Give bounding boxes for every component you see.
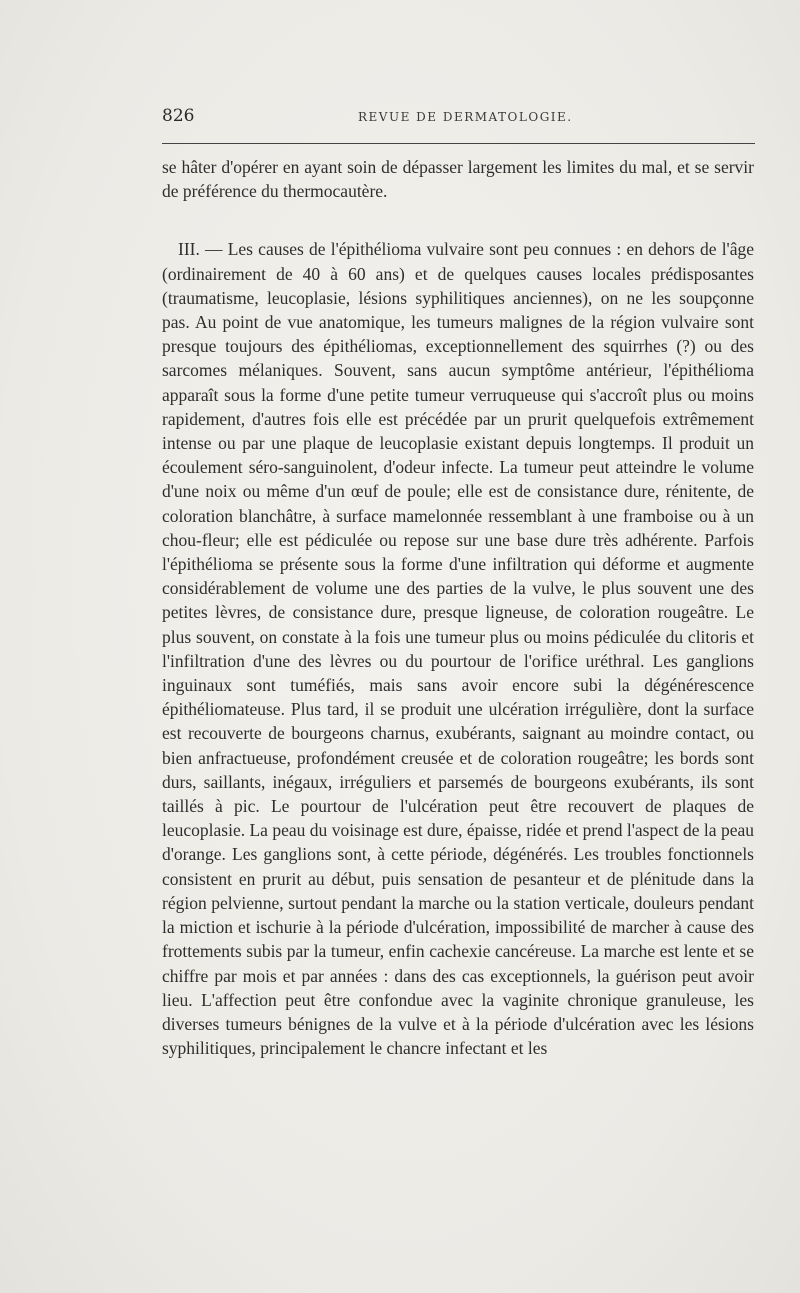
page-number: 826 [162, 106, 195, 126]
header-rule [162, 143, 755, 144]
paragraph: se hâter d'opérer en ayant soin de dépasser largement les limites du mal, et se servir de préférence du thermocautère. [162, 157, 754, 202]
paragraph: III. — Les causes de l'épithélioma vulvaire sont peu connues : en dehors de l'âge (ordinairement de 40 à 60 ans) et de quelques causes locales prédisposantes (traumatisme, leucoplasie, lésions syphilitiques anciennes), on ne les soupçonne pas. Au point de vue anatomique, les tumeurs malignes de la région vulvaire sont presque toujours des épithéliomas, exceptionnellement des squirrhes (?) ou des sarcomes mélaniques. Souvent, sans aucun symptôme antérieur, l'épithélioma apparaît sous la forme d'une petite tumeur verruqueuse qui s'accroît plus ou moins rapidement, d'autres fois elle est précédée par un prurit quelquefois extrêmement intense ou par une plaque de leucoplasie existant depuis longtemps. Il produit un écoulement séro-sanguinolent, d'odeur infecte. La tumeur peut atteindre le volume d'une noix ou même d'un œuf de poule; elle est de consistance dure, rénitente, de coloration blanchâtre, à surface mamelonnée ressemblant à une framboise ou à un chou-fleur; elle est pédiculée ou repose sur une base dure très adhérente. Parfois l'épithélioma se présente sous la forme d'une infiltration qui déforme et augmente considérablement de volume une des parties de la vulve, le plus souvent une des petites lèvres, de consistance dure, presque ligneuse, de coloration rougeâtre. Le plus souvent, on constate à la fois une tumeur plus ou moins pédiculée du clitoris et l'infiltration d'une des lèvres ou du pourtour de l'orifice uréthral. Les ganglions inguinaux sont tuméfiés, mais sans avoir encore subi la dégénérescence épithéliomateuse. Plus tard, il se produit une ulcération irrégulière, dont la surface est recouverte de bourgeons charnus, exubérants, saignant au moindre contact, ou bien anfractueuse, profondément creusée et de coloration rougeâtre; les bords sont durs, saillants, inégaux, irréguliers et parsemés de bourgeons exubérants, ils sont taillés à pic. Le pourtour de l'ulcération peut être recouvert de plaques de leucoplasie. La peau du voisinage est dure, épaisse, ridée et prend l'aspect de la peau d'orange. Les ganglions sont, à cette période, dégénérés. Les troubles fonctionnels consistent en prurit au début, puis sensation de pesanteur et de plénitude dans la région pelvienne, surtout pendant la marche ou la station verticale, douleurs pendant la miction et ischurie à la période d'ulcération, impossibilité de marcher à cause des frottements subis par la tumeur, enfin cachexie cancéreuse. La marche est lente et se chiffre par mois et par années : dans des cas exceptionnels, la guérison peut avoir lieu. L'affection peut être confondue avec la vaginite chronique granuleuse, les diverses tumeurs bénignes de la vulve et à la période d'ulcération avec les lésions syphilitiques, principalement le chancre infectant et les [162, 239, 754, 1059]
body-text [162, 155, 754, 1060]
running-title: REVUE DE DERMATOLOGIE. [358, 110, 573, 124]
page-header [162, 106, 754, 132]
